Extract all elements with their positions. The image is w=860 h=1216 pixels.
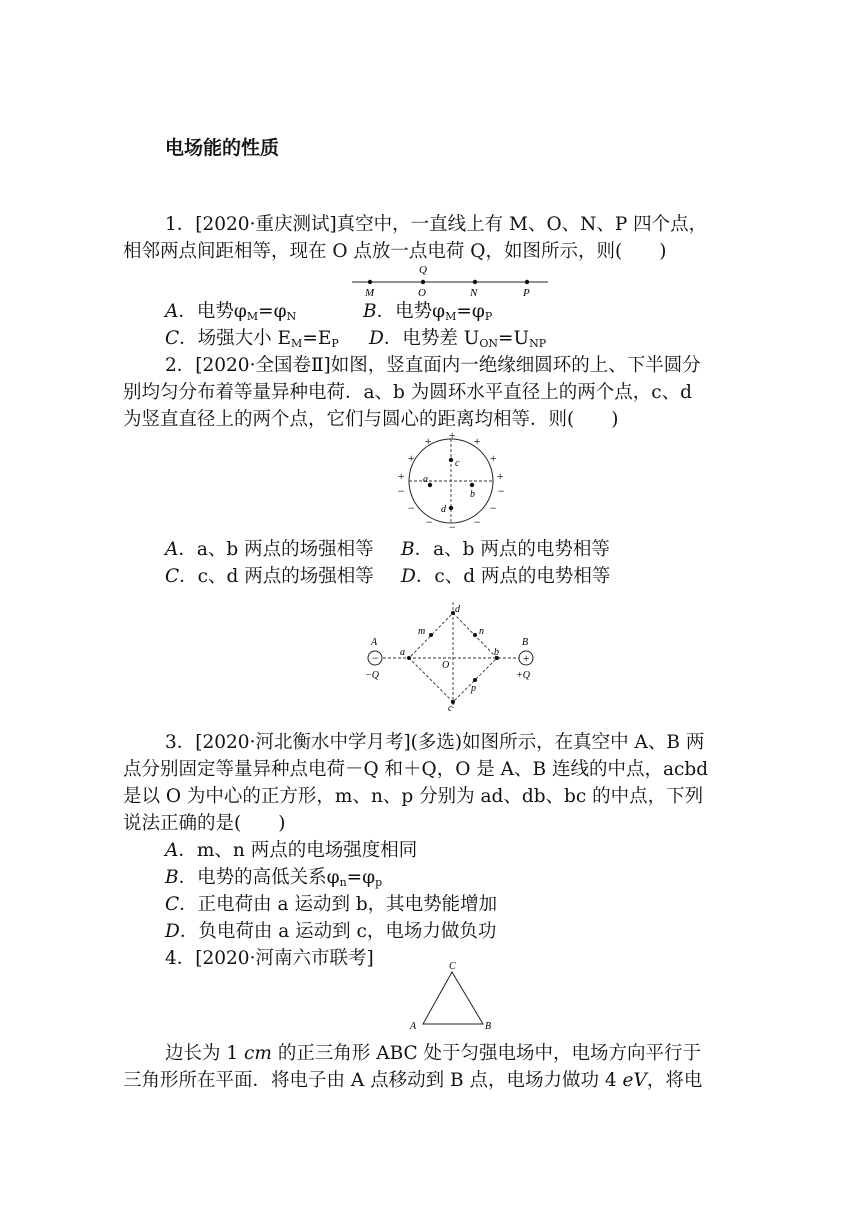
page-title: 电场能的性质	[165, 137, 280, 159]
q2-minus: −	[489, 501, 498, 515]
q2-plus: +	[496, 469, 505, 483]
q1-label-Q: Q	[419, 264, 427, 276]
q4-label-A: A	[410, 1021, 417, 1032]
q1-option-C: C．场强大小 $E_M=E_P$	[165, 328, 339, 350]
q3-label-d: d	[455, 604, 460, 615]
q2-minus: −	[407, 501, 416, 515]
q1-stem-line1: 1．[2020·重庆测试]真空中，一直线上有 M、O、N、P 四个点，	[165, 214, 708, 235]
q3-label-p: p	[471, 683, 476, 694]
q4-figure	[405, 958, 500, 1036]
q1-label-O: O	[418, 287, 426, 299]
q2-minus: −	[497, 484, 506, 498]
q1-figure	[350, 262, 550, 300]
q4-label-C: C	[449, 961, 456, 972]
q3-label-A: A	[371, 637, 378, 648]
q2-plus: +	[473, 434, 482, 448]
q3-label-b: b	[494, 647, 499, 658]
q3-minus-sign: −	[371, 651, 380, 665]
q2-option-C: C．c、d 两点的场强相等	[165, 566, 374, 587]
q3-label-posQ: +Q	[516, 670, 530, 681]
q3-figure	[362, 596, 542, 714]
q2-plus: +	[397, 469, 406, 483]
q3-stem-line3: 是以 O 为中心的正方形，m、n、p 分别为 ad、db、bc 的中点，下列	[123, 786, 704, 807]
q4-stem-line1: 4．[2020·河南六市联考]	[165, 948, 374, 969]
q1-option-B: B．电势$\varphi_M=\varphi_P$	[363, 301, 493, 323]
q2-minus: −	[473, 515, 482, 529]
q3-stem-line2: 点分别固定等量异种点电荷－Q 和＋Q，O 是 A、B 连线的中点，acbd	[123, 759, 709, 780]
q2-option-D: D．c、d 两点的电势相等	[401, 566, 611, 587]
q3-label-n: n	[479, 626, 484, 637]
q3-label-B: B	[522, 637, 529, 648]
q3-option-C: C．正电荷由 a 运动到 b，其电势能增加	[165, 894, 498, 915]
q3-label-a: a	[400, 647, 405, 658]
q2-minus: −	[425, 515, 434, 529]
q3-label-c: c	[448, 703, 453, 714]
q2-label-d: d	[441, 504, 446, 515]
q3-stem-line1: 3．[2020·河北衡水中学月考](多选)如图所示，在真空中 A、B 两	[165, 732, 705, 753]
q2-figure	[393, 430, 513, 532]
q2-label-b: b	[470, 489, 475, 500]
q2-option-A: A．a、b 两点的场强相等	[165, 539, 374, 560]
q4-label-B: B	[485, 1021, 492, 1032]
q1-label-N: N	[470, 287, 478, 299]
q3-stem-line4: 说法正确的是( )	[123, 813, 286, 834]
q2-stem-line3: 为竖直直径上的两个点，它们与圆心的距离均相等．则( )	[123, 409, 619, 430]
q2-label-c: c	[455, 458, 460, 469]
q2-stem-line2: 别均匀分布着等量异种电荷．a、b 为圆环水平直径上的两个点，c、d	[123, 382, 692, 403]
q2-option-B: B．a、b 两点的电势相等	[401, 539, 610, 560]
q2-minus: −	[397, 484, 406, 498]
q3-option-B: B．电势的高低关系$\varphi_n=\varphi_p$	[165, 867, 383, 889]
q2-minus: −	[448, 520, 457, 534]
q3-label-m: m	[418, 626, 426, 637]
q2-plus: +	[448, 428, 457, 442]
q2-plus: +	[489, 451, 498, 465]
q1-label-P: P	[523, 287, 530, 299]
q4-stem-line2: 边长为 1 cm 的正三角形 ABC 处于匀强电场中，电场方向平行于	[165, 1043, 702, 1064]
q2-plus: +	[424, 434, 433, 448]
q3-plus-sign: +	[522, 651, 531, 665]
q3-label-negQ: −Q	[365, 670, 379, 681]
q4-stem-line3: 三角形所在平面．将电子由 A 点移动到 B 点，电场力做功 4 eV，将电	[123, 1070, 703, 1091]
q2-stem-line1: 2．[2020·全国卷Ⅱ]如图，竖直面内一绝缘细圆环的上、下半圆分	[165, 355, 701, 376]
q2-plus: +	[407, 451, 416, 465]
q1-option-A: A．电势$\varphi_M=\varphi_N$	[165, 301, 297, 323]
q3-option-D: D．负电荷由 a 运动到 c，电场力做负功	[165, 921, 497, 942]
q1-label-M: M	[365, 287, 375, 299]
q3-label-O: O	[442, 660, 450, 671]
q2-label-a: a	[423, 474, 428, 485]
q1-stem-line2: 相邻两点间距相等，现在 O 点放一点电荷 Q，如图所示，则( )	[123, 241, 667, 262]
q3-option-A: A．m、n 两点的电场强度相同	[165, 840, 418, 861]
q1-option-D: D．电势差 $U_{ON}=U_{NP}$	[369, 328, 547, 350]
